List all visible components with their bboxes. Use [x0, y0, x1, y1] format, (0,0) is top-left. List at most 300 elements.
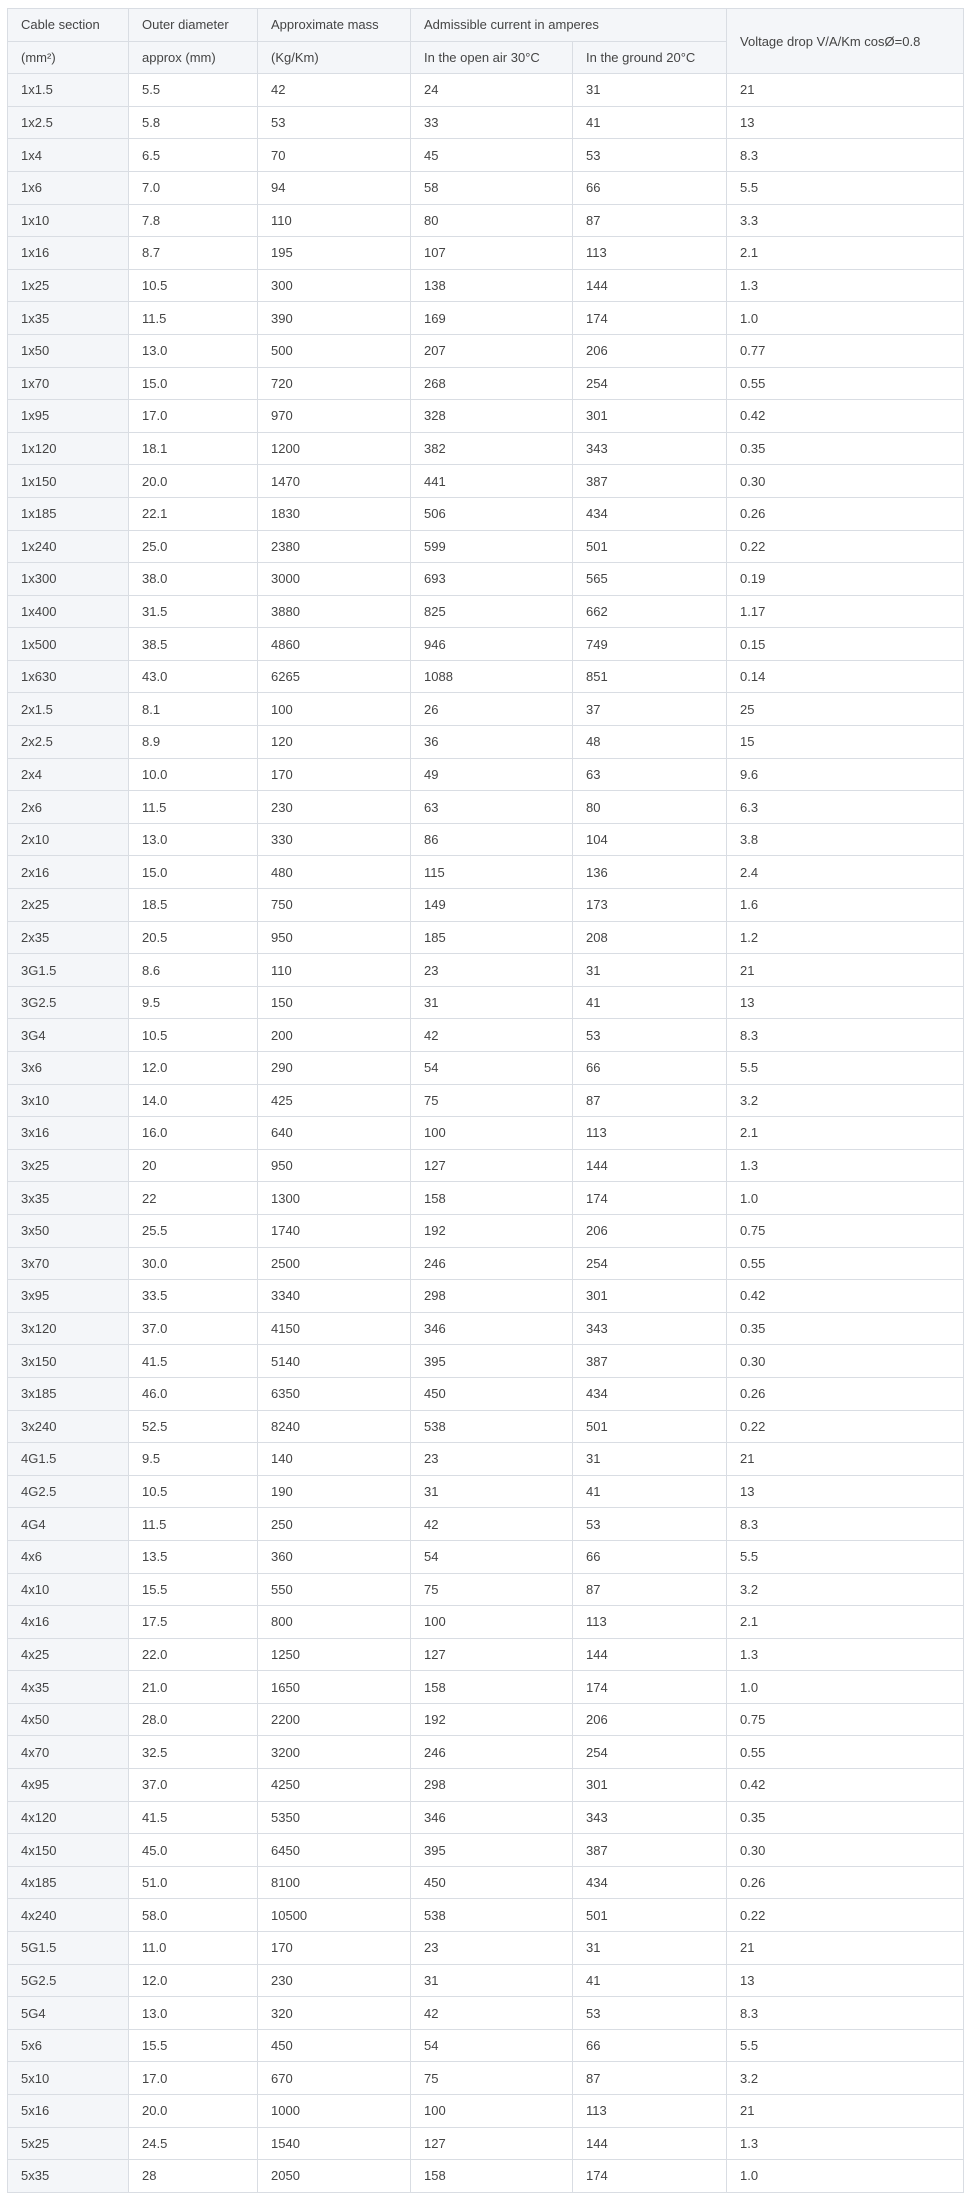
cell-approximate-mass: 3880: [258, 595, 411, 628]
cell-cable-section: 2x6: [8, 791, 129, 824]
cell-outer-diameter: 13.0: [129, 1997, 258, 2030]
cell-voltage-drop: 0.55: [727, 367, 964, 400]
cell-voltage-drop: 0.30: [727, 1345, 964, 1378]
cell-cable-section: 1x6: [8, 171, 129, 204]
cell-current-open-air: 86: [411, 823, 573, 856]
cell-current-ground: 41: [573, 1964, 727, 1997]
cell-cable-section: 1x150: [8, 465, 129, 498]
cell-current-open-air: 127: [411, 2127, 573, 2160]
cell-outer-diameter: 5.5: [129, 74, 258, 107]
cell-current-open-air: 506: [411, 497, 573, 530]
cell-outer-diameter: 16.0: [129, 1117, 258, 1150]
cell-current-open-air: 946: [411, 628, 573, 661]
cell-current-ground: 37: [573, 693, 727, 726]
table-row: [8, 367, 964, 400]
cell-current-open-air: 54: [411, 1540, 573, 1573]
cell-approximate-mass: 450: [258, 2029, 411, 2062]
cell-cable-section: 4x185: [8, 1866, 129, 1899]
cell-voltage-drop: 5.5: [727, 171, 964, 204]
table-row: [8, 1345, 964, 1378]
cell-current-ground: 113: [573, 1117, 727, 1150]
cell-voltage-drop: 21: [727, 2095, 964, 2128]
cell-voltage-drop: 3.3: [727, 204, 964, 237]
cell-cable-section: 2x25: [8, 889, 129, 922]
cell-voltage-drop: 2.4: [727, 856, 964, 889]
table-row: [8, 400, 964, 433]
cell-current-open-air: 33: [411, 106, 573, 139]
cell-current-open-air: 36: [411, 726, 573, 759]
cell-voltage-drop: 0.22: [727, 1410, 964, 1443]
cell-outer-diameter: 11.5: [129, 791, 258, 824]
cell-current-ground: 387: [573, 1834, 727, 1867]
table-row: [8, 1573, 964, 1606]
table-row: [8, 74, 964, 107]
table-row: [8, 1834, 964, 1867]
cell-current-open-air: 192: [411, 1703, 573, 1736]
table-row: [8, 1703, 964, 1736]
table-row: [8, 106, 964, 139]
table-row: [8, 1182, 964, 1215]
cell-approximate-mass: 53: [258, 106, 411, 139]
cell-approximate-mass: 670: [258, 2062, 411, 2095]
table-row: [8, 1801, 964, 1834]
cell-outer-diameter: 51.0: [129, 1866, 258, 1899]
cell-outer-diameter: 58.0: [129, 1899, 258, 1932]
cell-outer-diameter: 15.0: [129, 367, 258, 400]
cell-current-ground: 66: [573, 171, 727, 204]
cell-approximate-mass: 6350: [258, 1377, 411, 1410]
table-row: [8, 1475, 964, 1508]
header-outer-diameter: Outer diameter: [129, 9, 258, 42]
cell-current-ground: 66: [573, 1052, 727, 1085]
cell-outer-diameter: 13.0: [129, 823, 258, 856]
cell-outer-diameter: 43.0: [129, 660, 258, 693]
cell-voltage-drop: 21: [727, 954, 964, 987]
table-row: [8, 1638, 964, 1671]
table-row: [8, 334, 964, 367]
table-row: [8, 530, 964, 563]
cell-current-ground: 66: [573, 2029, 727, 2062]
cell-current-ground: 206: [573, 334, 727, 367]
cell-cable-section: 3x50: [8, 1214, 129, 1247]
cell-cable-section: 3G1.5: [8, 954, 129, 987]
cell-current-open-air: 115: [411, 856, 573, 889]
cell-current-open-air: 100: [411, 1117, 573, 1150]
table-row: [8, 171, 964, 204]
cell-current-ground: 66: [573, 1540, 727, 1573]
cell-approximate-mass: 2200: [258, 1703, 411, 1736]
header-cable-section-unit: (mm²): [8, 41, 129, 74]
cell-approximate-mass: 120: [258, 726, 411, 759]
cell-current-open-air: 42: [411, 1997, 573, 2030]
table-row: [8, 2062, 964, 2095]
cell-cable-section: 5G2.5: [8, 1964, 129, 1997]
cell-outer-diameter: 7.0: [129, 171, 258, 204]
cell-cable-section: 4x10: [8, 1573, 129, 1606]
cell-approximate-mass: 110: [258, 204, 411, 237]
cell-cable-section: 4x70: [8, 1736, 129, 1769]
cell-outer-diameter: 41.5: [129, 1345, 258, 1378]
cell-approximate-mass: 1200: [258, 432, 411, 465]
cell-approximate-mass: 70: [258, 139, 411, 172]
cell-current-open-air: 825: [411, 595, 573, 628]
cell-cable-section: 1x1.5: [8, 74, 129, 107]
cell-current-ground: 113: [573, 237, 727, 270]
cell-approximate-mass: 1650: [258, 1671, 411, 1704]
table-row: [8, 1866, 964, 1899]
cell-current-ground: 174: [573, 2160, 727, 2193]
table-row: [8, 856, 964, 889]
cell-approximate-mass: 640: [258, 1117, 411, 1150]
cell-cable-section: 1x70: [8, 367, 129, 400]
cell-outer-diameter: 10.5: [129, 269, 258, 302]
cell-cable-section: 5G4: [8, 1997, 129, 2030]
cell-cable-section: 4x6: [8, 1540, 129, 1573]
cell-current-open-air: 346: [411, 1312, 573, 1345]
cell-outer-diameter: 14.0: [129, 1084, 258, 1117]
cell-approximate-mass: 1470: [258, 465, 411, 498]
cell-cable-section: 2x4: [8, 758, 129, 791]
cell-current-open-air: 23: [411, 954, 573, 987]
cell-outer-diameter: 25.5: [129, 1214, 258, 1247]
table-row: [8, 660, 964, 693]
cell-outer-diameter: 41.5: [129, 1801, 258, 1834]
cell-voltage-drop: 0.77: [727, 334, 964, 367]
cell-approximate-mass: 1300: [258, 1182, 411, 1215]
cell-cable-section: 4x25: [8, 1638, 129, 1671]
table-row: [8, 628, 964, 661]
cell-current-ground: 565: [573, 563, 727, 596]
table-row: [8, 1214, 964, 1247]
cell-approximate-mass: 2050: [258, 2160, 411, 2193]
cell-outer-diameter: 11.0: [129, 1932, 258, 1965]
cell-approximate-mass: 6265: [258, 660, 411, 693]
cell-current-open-air: 450: [411, 1377, 573, 1410]
cell-cable-section: 5x6: [8, 2029, 129, 2062]
cell-voltage-drop: 1.0: [727, 1182, 964, 1215]
cell-current-ground: 41: [573, 986, 727, 1019]
cell-voltage-drop: 0.22: [727, 1899, 964, 1932]
cell-cable-section: 4G4: [8, 1508, 129, 1541]
cell-outer-diameter: 46.0: [129, 1377, 258, 1410]
cell-current-ground: 136: [573, 856, 727, 889]
cell-approximate-mass: 550: [258, 1573, 411, 1606]
cell-current-open-air: 127: [411, 1638, 573, 1671]
cell-current-open-air: 538: [411, 1410, 573, 1443]
cell-cable-section: 3x70: [8, 1247, 129, 1280]
cell-voltage-drop: 9.6: [727, 758, 964, 791]
cell-current-open-air: 158: [411, 1182, 573, 1215]
table-row: [8, 269, 964, 302]
cell-outer-diameter: 33.5: [129, 1280, 258, 1313]
table-row: [8, 204, 964, 237]
cell-voltage-drop: 3.8: [727, 823, 964, 856]
cell-approximate-mass: 8240: [258, 1410, 411, 1443]
header-voltage-drop: Voltage drop V/A/Km cosØ=0.8: [727, 9, 964, 74]
cell-approximate-mass: 4860: [258, 628, 411, 661]
cell-cable-section: 5x16: [8, 2095, 129, 2128]
cell-voltage-drop: 0.35: [727, 1312, 964, 1345]
cell-cable-section: 2x10: [8, 823, 129, 856]
cell-current-open-air: 395: [411, 1834, 573, 1867]
cell-current-open-air: 54: [411, 1052, 573, 1085]
cell-current-open-air: 328: [411, 400, 573, 433]
table-row: [8, 237, 964, 270]
cell-current-open-air: 107: [411, 237, 573, 270]
cell-approximate-mass: 300: [258, 269, 411, 302]
cell-voltage-drop: 1.0: [727, 1671, 964, 1704]
cell-current-ground: 53: [573, 1997, 727, 2030]
cell-current-ground: 41: [573, 106, 727, 139]
cell-approximate-mass: 800: [258, 1606, 411, 1639]
cell-current-ground: 31: [573, 954, 727, 987]
header-admissible-current: Admissible current in amperes: [411, 9, 727, 42]
cell-current-open-air: 538: [411, 1899, 573, 1932]
cell-outer-diameter: 10.5: [129, 1475, 258, 1508]
cell-approximate-mass: 190: [258, 1475, 411, 1508]
cell-current-ground: 206: [573, 1703, 727, 1736]
table-body: [8, 9, 964, 2193]
table-row: [8, 497, 964, 530]
cell-cable-section: 3x25: [8, 1149, 129, 1182]
cell-approximate-mass: 1250: [258, 1638, 411, 1671]
cell-outer-diameter: 37.0: [129, 1769, 258, 1802]
table-row: [8, 921, 964, 954]
cell-outer-diameter: 9.5: [129, 1443, 258, 1476]
cell-current-ground: 434: [573, 497, 727, 530]
cell-outer-diameter: 20.0: [129, 2095, 258, 2128]
cell-current-open-air: 138: [411, 269, 573, 302]
cell-current-open-air: 441: [411, 465, 573, 498]
cell-voltage-drop: 1.3: [727, 269, 964, 302]
cell-approximate-mass: 1000: [258, 2095, 411, 2128]
cell-voltage-drop: 13: [727, 986, 964, 1019]
table-row: [8, 1377, 964, 1410]
cell-current-open-air: 382: [411, 432, 573, 465]
cell-current-open-air: 31: [411, 1964, 573, 1997]
table-row: [8, 1410, 964, 1443]
cell-voltage-drop: 8.3: [727, 1019, 964, 1052]
cell-outer-diameter: 21.0: [129, 1671, 258, 1704]
cell-current-open-air: 246: [411, 1247, 573, 1280]
table-row: [8, 563, 964, 596]
cell-current-ground: 63: [573, 758, 727, 791]
cell-current-ground: 104: [573, 823, 727, 856]
cell-cable-section: 5x10: [8, 2062, 129, 2095]
cell-voltage-drop: 6.3: [727, 791, 964, 824]
cell-approximate-mass: 1740: [258, 1214, 411, 1247]
cell-outer-diameter: 38.0: [129, 563, 258, 596]
cell-current-open-air: 298: [411, 1280, 573, 1313]
table-row: [8, 1117, 964, 1150]
cell-current-ground: 144: [573, 269, 727, 302]
table-row: [8, 1247, 964, 1280]
cell-cable-section: 2x2.5: [8, 726, 129, 759]
cell-cable-section: 1x10: [8, 204, 129, 237]
cell-voltage-drop: 8.3: [727, 1997, 964, 2030]
table-row: [8, 1899, 964, 1932]
cell-cable-section: 1x50: [8, 334, 129, 367]
cell-current-open-air: 75: [411, 1084, 573, 1117]
cell-outer-diameter: 10.5: [129, 1019, 258, 1052]
cell-voltage-drop: 21: [727, 1443, 964, 1476]
cell-cable-section: 4x150: [8, 1834, 129, 1867]
cell-current-ground: 387: [573, 465, 727, 498]
cell-approximate-mass: 320: [258, 1997, 411, 2030]
cell-outer-diameter: 45.0: [129, 1834, 258, 1867]
cell-current-open-air: 23: [411, 1932, 573, 1965]
cell-outer-diameter: 8.7: [129, 237, 258, 270]
table-row: [8, 1736, 964, 1769]
cell-current-ground: 851: [573, 660, 727, 693]
table-row: [8, 1932, 964, 1965]
cell-current-ground: 87: [573, 204, 727, 237]
cell-voltage-drop: 0.26: [727, 1866, 964, 1899]
cell-voltage-drop: 0.22: [727, 530, 964, 563]
cell-cable-section: 3x150: [8, 1345, 129, 1378]
cell-approximate-mass: 8100: [258, 1866, 411, 1899]
table-row: [8, 823, 964, 856]
cell-voltage-drop: 1.3: [727, 2127, 964, 2160]
cell-current-ground: 87: [573, 2062, 727, 2095]
cell-current-open-air: 450: [411, 1866, 573, 1899]
cell-current-ground: 80: [573, 791, 727, 824]
cell-current-ground: 206: [573, 1214, 727, 1247]
cell-current-open-air: 158: [411, 2160, 573, 2193]
cell-approximate-mass: 5140: [258, 1345, 411, 1378]
cell-current-ground: 501: [573, 1899, 727, 1932]
cell-current-ground: 113: [573, 2095, 727, 2128]
cell-outer-diameter: 11.5: [129, 302, 258, 335]
header-approximate-mass: Approximate mass: [258, 9, 411, 42]
cell-approximate-mass: 950: [258, 921, 411, 954]
cell-approximate-mass: 3000: [258, 563, 411, 596]
cell-current-ground: 48: [573, 726, 727, 759]
cell-approximate-mass: 970: [258, 400, 411, 433]
cell-cable-section: 2x16: [8, 856, 129, 889]
header-open-air: In the open air 30°C: [411, 41, 573, 74]
cell-outer-diameter: 24.5: [129, 2127, 258, 2160]
table-row: [8, 1997, 964, 2030]
cell-outer-diameter: 18.1: [129, 432, 258, 465]
cell-current-open-air: 599: [411, 530, 573, 563]
cell-cable-section: 3x185: [8, 1377, 129, 1410]
table-row: [8, 595, 964, 628]
cell-current-ground: 254: [573, 1736, 727, 1769]
cell-cable-section: 1x185: [8, 497, 129, 530]
cell-voltage-drop: 1.2: [727, 921, 964, 954]
cell-outer-diameter: 37.0: [129, 1312, 258, 1345]
cell-cable-section: 1x500: [8, 628, 129, 661]
cell-voltage-drop: 2.1: [727, 237, 964, 270]
cell-voltage-drop: 1.3: [727, 1149, 964, 1182]
cell-current-open-air: 42: [411, 1508, 573, 1541]
cell-cable-section: 1x95: [8, 400, 129, 433]
cell-voltage-drop: 1.6: [727, 889, 964, 922]
cell-current-ground: 144: [573, 2127, 727, 2160]
cell-current-ground: 254: [573, 367, 727, 400]
table-row: [8, 1084, 964, 1117]
cell-cable-section: 4x35: [8, 1671, 129, 1704]
cell-cable-section: 1x16: [8, 237, 129, 270]
cell-outer-diameter: 9.5: [129, 986, 258, 1019]
table-row: [8, 1052, 964, 1085]
cell-current-open-air: 80: [411, 204, 573, 237]
cell-current-open-air: 100: [411, 2095, 573, 2128]
cell-voltage-drop: 0.19: [727, 563, 964, 596]
cell-cable-section: 4x120: [8, 1801, 129, 1834]
cell-voltage-drop: 25: [727, 693, 964, 726]
cell-current-open-air: 42: [411, 1019, 573, 1052]
cell-current-ground: 501: [573, 530, 727, 563]
cell-current-ground: 53: [573, 1508, 727, 1541]
cell-current-open-air: 246: [411, 1736, 573, 1769]
cell-voltage-drop: 0.30: [727, 465, 964, 498]
cell-current-open-air: 58: [411, 171, 573, 204]
cell-outer-diameter: 20.0: [129, 465, 258, 498]
cell-cable-section: 1x300: [8, 563, 129, 596]
cell-outer-diameter: 12.0: [129, 1052, 258, 1085]
cell-outer-diameter: 13.0: [129, 334, 258, 367]
cell-cable-section: 1x4: [8, 139, 129, 172]
cell-current-ground: 301: [573, 400, 727, 433]
cell-outer-diameter: 15.0: [129, 856, 258, 889]
cell-current-open-air: 395: [411, 1345, 573, 1378]
cell-cable-section: 1x25: [8, 269, 129, 302]
table-row: [8, 1606, 964, 1639]
table-row: [8, 889, 964, 922]
table-row: [8, 693, 964, 726]
cell-voltage-drop: 0.15: [727, 628, 964, 661]
cell-cable-section: 1x2.5: [8, 106, 129, 139]
cell-outer-diameter: 22.1: [129, 497, 258, 530]
table-row: [8, 2029, 964, 2062]
cell-approximate-mass: 750: [258, 889, 411, 922]
cell-current-open-air: 63: [411, 791, 573, 824]
cell-current-open-air: 169: [411, 302, 573, 335]
table-row: [8, 791, 964, 824]
cell-outer-diameter: 17.0: [129, 400, 258, 433]
cell-approximate-mass: 4250: [258, 1769, 411, 1802]
cell-current-ground: 144: [573, 1149, 727, 1182]
header-ground: In the ground 20°C: [573, 41, 727, 74]
cell-outer-diameter: 7.8: [129, 204, 258, 237]
cell-voltage-drop: 21: [727, 74, 964, 107]
header-cable-section: Cable section: [8, 9, 129, 42]
table-row: [8, 1540, 964, 1573]
cell-voltage-drop: 13: [727, 1475, 964, 1508]
table-row: [8, 2095, 964, 2128]
cell-voltage-drop: 0.35: [727, 1801, 964, 1834]
cell-cable-section: 1x240: [8, 530, 129, 563]
cell-current-open-air: 149: [411, 889, 573, 922]
cell-outer-diameter: 6.5: [129, 139, 258, 172]
cell-current-open-air: 298: [411, 1769, 573, 1802]
cell-current-open-air: 268: [411, 367, 573, 400]
cell-outer-diameter: 12.0: [129, 1964, 258, 1997]
table-row: [8, 758, 964, 791]
cell-approximate-mass: 1540: [258, 2127, 411, 2160]
cell-cable-section: 3x95: [8, 1280, 129, 1313]
header-row-1: [8, 9, 964, 42]
cell-outer-diameter: 17.0: [129, 2062, 258, 2095]
cell-approximate-mass: 100: [258, 693, 411, 726]
cell-current-open-air: 158: [411, 1671, 573, 1704]
cell-voltage-drop: 0.42: [727, 1280, 964, 1313]
cell-approximate-mass: 200: [258, 1019, 411, 1052]
cell-outer-diameter: 8.6: [129, 954, 258, 987]
cell-cable-section: 1x630: [8, 660, 129, 693]
